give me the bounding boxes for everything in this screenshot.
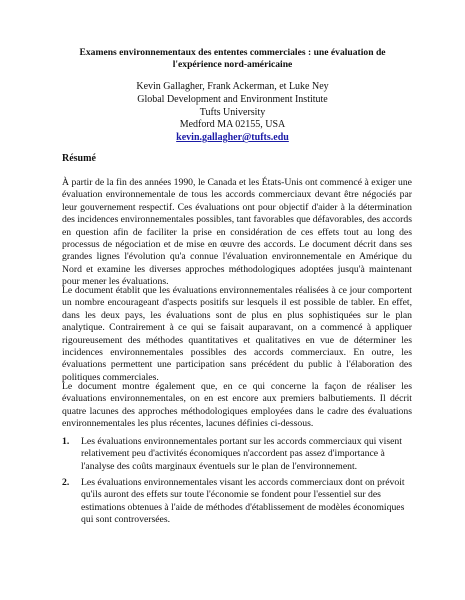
author-email-link[interactable]: kevin.gallagher@tufts.edu — [176, 132, 289, 144]
list-item-text: Les évaluations environnementales portant sur les accords commerciaux qui visent relativement peu d'activités économiques n'accordent pas assez d'importance à l'analyse des coûts marginaux éventuels sur le plan de l'environnement. — [81, 436, 402, 472]
postal-address: Medford MA 02155, USA — [179, 119, 286, 131]
paper-title: Examens environnementaux des ententes commerciales : une évaluation de l'expérience nord-américaine — [79, 47, 386, 70]
list-item-text: Les évaluations environnementales visant les accords commerciaux dont on prévoit qu'ils auront des effets sur toute l'économie se fondent pour l'essentiel sur des estimations obtenues à l'aide de méthodes d'établissement de modèles économiques qui sont controversées. — [81, 477, 405, 526]
author-names: Kevin Gallagher, Frank Ackerman, et Luke Ney — [136, 81, 329, 92]
list-item-number: 1. — [62, 436, 70, 447]
paragraph-2: Le document établit que les évaluations environnementales réalisées à ce jour comportent un nombre encourageant d'aspects positifs sur lesquels il est possible de tabler. En effet, dans les deux pays, les évaluations sont de plus en plus sophistiquées sur le plan analytique. Contrairement à ce qui se faisait auparavant, on a commencé à appliquer rigoureusement des méthodes quantitatives et qualitatives en vue de déterminer les incidences environnementales possibles des accords commerciaux. En outre, les évaluations permettent une participation sans précédent du public à l'élaboration des politiques commerciales. — [62, 285, 412, 383]
author-block — [60, 81, 405, 145]
institute-name: Global Development and Environment Institute — [137, 93, 328, 105]
paragraph-3: Le document montre également que, en ce qui concerne la façon de réaliser les évaluations environnementales, on en est encore aux premiers balbutiements. Il décrit quatre lacunes des approches méthodologiques employées dans le cadre des évaluations environnementales les plus récentes, lacunes définies ci-dessous. — [62, 381, 412, 430]
list-item — [62, 436, 412, 473]
university-name: Tufts University — [199, 106, 266, 118]
section-heading: Résumé — [62, 153, 96, 164]
list-item-number: 2. — [62, 477, 70, 488]
paragraph-1: À partir de la fin des années 1990, le Canada et les États-Unis ont commencé à exiger une évaluation environnementale de tous les accords commerciaux devant être négociés par leur gouvernement respectif. Ces évaluations ont pour objectif d'aider à la détermination des incidences environnementales possibles, tant favorables que défavorables, des accords en question afin de faciliter la prise en considération de ces effets tout au long des processus de négociation et de mise en œuvre des accords. Le document décrit dans ses grandes lignes l'évolution qu'a connue l'évaluation environnementale en Amérique du Nord et examine les diverses approches méthodologiques adoptées jusqu'à maintenant pour mener les évaluations. — [62, 177, 412, 288]
list-item — [62, 477, 412, 527]
